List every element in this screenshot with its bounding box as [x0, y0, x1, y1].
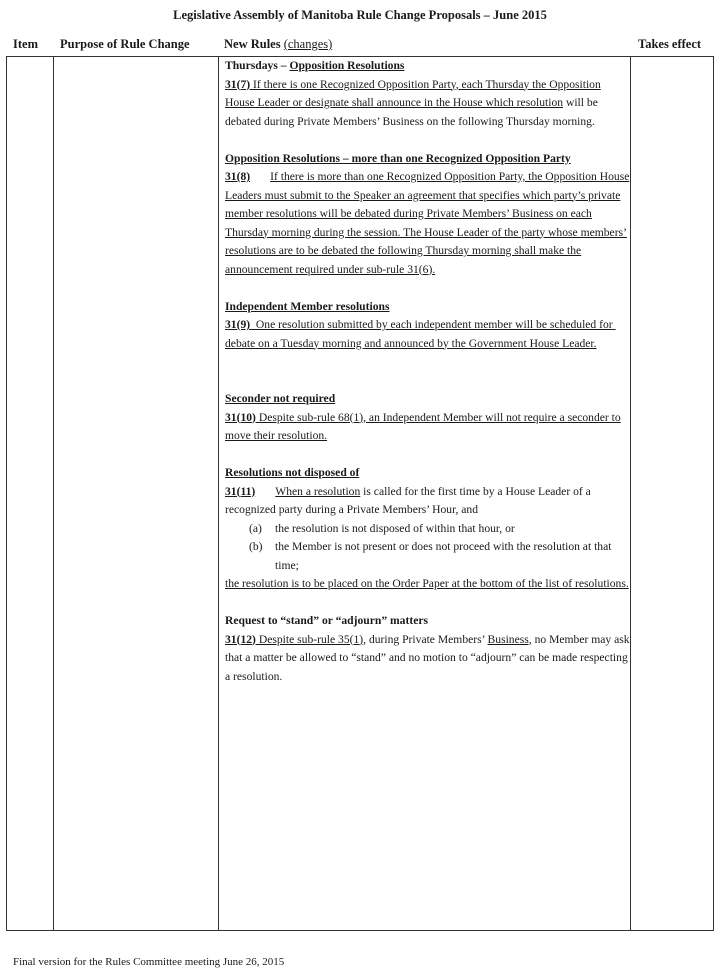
section-heading: Independent Member resolutions [225, 299, 390, 313]
section-heading: Seconder not required [225, 392, 336, 405]
list-text: the resolution is not disposed of within that hour, or [275, 521, 515, 535]
rule-number: 31(8) [225, 170, 251, 183]
list-item-b [225, 538, 630, 575]
rule-text-changed: Despite sub-rule 68(1), an Independent Member will not require a seconder to move their resolution. [225, 410, 621, 442]
section-body [225, 76, 630, 132]
header-changes-label: (changes) [283, 37, 333, 51]
section-body [225, 631, 630, 687]
list-item-a [225, 520, 630, 539]
section-body [225, 483, 630, 520]
rule-text: will be debated during Private Members’ Business on the following Thursday morning. [225, 96, 598, 128]
section-heading [225, 57, 630, 76]
document-footer: Final version for the Rules Committee meeting June 26, 2015 [13, 956, 285, 968]
list-text: the Member is not present or does not proceed with the resolution at that time; [275, 540, 612, 572]
document-title: Legislative Assembly of Manitoba Rule Change Proposals – June 2015 [173, 8, 547, 22]
section-body [225, 168, 630, 279]
heading-underlined: Opposition Resolutions [289, 59, 405, 72]
list-label: (a) [249, 521, 262, 535]
rule-text-changed: If there is one Recognized Opposition Party, each Thursday the Opposition House Leader or designate shall announce in the House which resolution [225, 77, 601, 109]
rules-table [6, 56, 714, 931]
column-divider [218, 57, 219, 930]
rule-number: 31(11) [225, 484, 256, 498]
section-body [225, 316, 630, 353]
section-heading: Request to “stand” or “adjourn” matters [225, 614, 428, 627]
section-31-9 [225, 298, 630, 354]
rule-text-changed: Business, [487, 632, 532, 646]
rule-number: 31(10) [225, 410, 256, 424]
section-body [225, 409, 630, 446]
rule-text: is called for the first time by a House Leader of a recognized party during a Private Members’ Hour, and [225, 484, 591, 516]
rule-number: 31(7) [225, 77, 251, 91]
rule-text: during Private Members’ [366, 632, 488, 646]
header-new-rules-label: New Rules [224, 37, 284, 51]
section-heading: Opposition Resolutions – more than one Recognized Opposition Party [225, 151, 571, 165]
rule-text-changed: Despite sub-rule 35(1), [255, 632, 367, 646]
rule-number: 31(12) [225, 632, 256, 646]
section-31-7 [225, 57, 630, 131]
header-new-rules [224, 37, 332, 52]
section-31-12 [225, 612, 630, 686]
header-item: Item [13, 37, 38, 51]
rule-text-changed: If there is more than one Recognized Opposition Party, the Opposition House Leaders must submit to the Speaker an agreement that specifies which party’s private member resolutions will be debated during Private Members’ Business on each Thursday morning during the session. The House Leader of the party whose members’ resolutions are to be debated the following Thursday morning shall make the announcement required under sub-rule 31(6). [225, 170, 630, 276]
header-takes-effect: Takes effect [638, 37, 702, 51]
section-31-10 [225, 390, 630, 446]
rule-closing-text: the resolution is to be placed on the Order Paper at the bottom of the list of resolutions. [225, 577, 629, 590]
rule-number: 31(9) [225, 318, 251, 331]
rule-text: no Member may ask that a matter be allowed to “stand” and no motion to “adjourn” can be made respecting a resolution. [225, 632, 630, 683]
list-label: (b) [249, 540, 263, 553]
section-heading: Resolutions not disposed of [225, 466, 360, 479]
header-purpose: Purpose of Rule Change [60, 37, 190, 51]
column-divider [53, 57, 54, 930]
new-rules-cell [225, 57, 630, 686]
section-31-11 [225, 464, 630, 594]
rule-text-changed: One resolution submitted by each independent member will be scheduled for debate on a Tuesday morning and announced by the Government House Leader. [225, 318, 616, 350]
section-31-8 [225, 150, 630, 280]
heading-text: Thursdays – [225, 59, 290, 72]
column-divider [630, 57, 631, 930]
rule-text-changed: When a resolution [275, 484, 361, 498]
